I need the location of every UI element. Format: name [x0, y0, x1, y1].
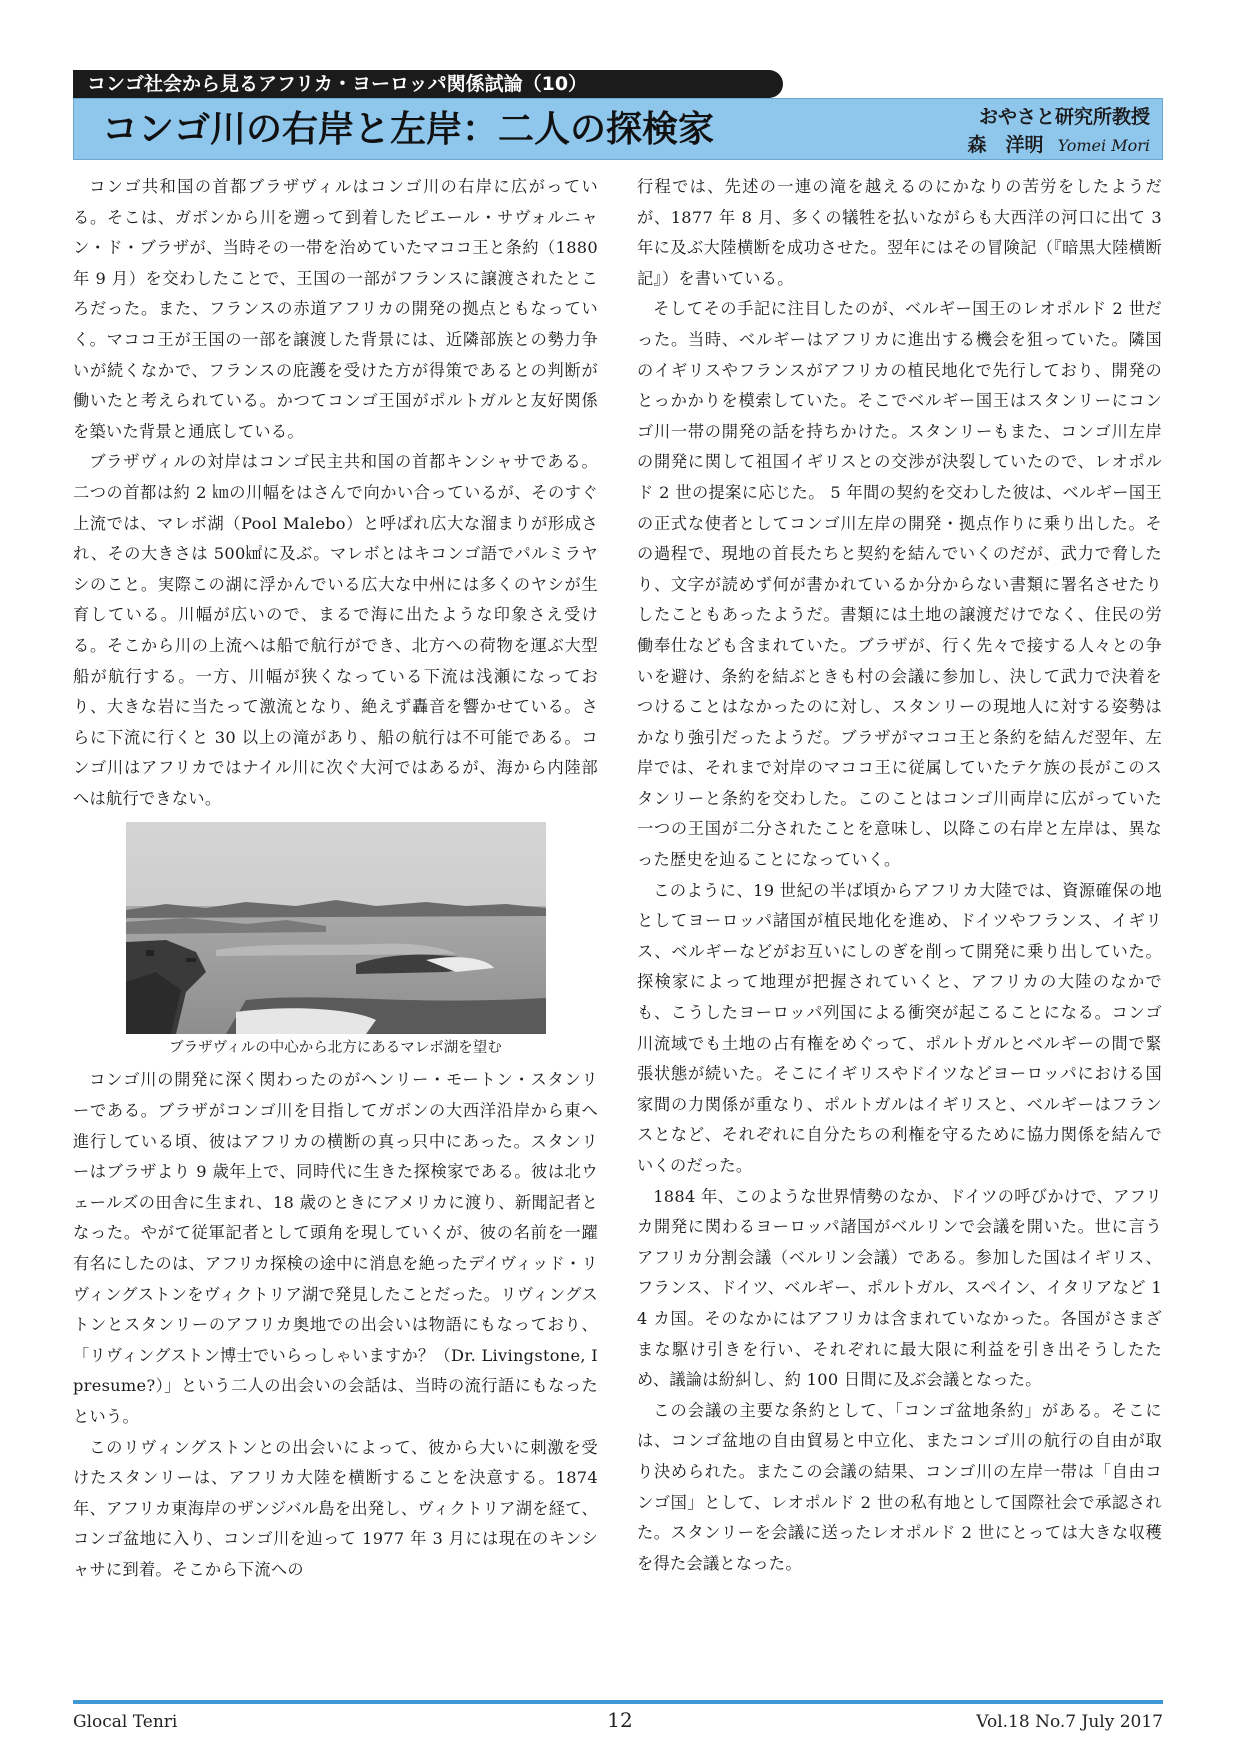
page-number: 12 [607, 1708, 633, 1732]
paragraph-continued: 行程では、先述の一連の滝を越えるのにかなりの苦労をしたようだが、1877 年 8 月、多くの犠牲を払いながらも大西洋の河口に出て 3 年に及ぶ大陸横断を成功させた。翌年にはその冒険記（『暗黒大陸横断記』）を書いている。 [637, 177, 1162, 288]
journal-name: Glocal Tenri [73, 1712, 178, 1732]
photo-figure [73, 822, 598, 1059]
author-byline [968, 130, 1150, 157]
article-title: コンゴ川の右岸と左岸：二人の探検家 [102, 108, 715, 150]
paragraph: このように、19 世紀の半ば頃からアフリカ大陸では、資源確保の地としてヨーロッパ諸国が植民地化を進め、ドイツやフランス、イギリス、ベルギーなどがお互いにしのぎを削って開発に乗り出していた。探検家によって地理が把握されていくと、アフリカの大陸のなかでも、こうしたヨーロッパ列国による衝突が起こることになる。コンゴ川流域でも土地の占有権をめぐって、ポルトガルとベルギーの間で緊張状態が続いた。そこにイギリスやドイツなどヨーロッパにおける国家間の力関係が重なり、ポルトガルはイギリスと、ベルギーはフランスとなど、それぞれに自分たちの利権を守るために協力関係を結んでいくのだった。 [637, 880, 1162, 1175]
series-label: コンゴ社会から見るアフリカ・ヨーロッパ関係試論（10） [73, 70, 783, 98]
author-name: 森 洋明 [967, 134, 1044, 156]
author-name-romaji: Yomei Mori [1057, 136, 1150, 155]
lake-malebo-photo [126, 822, 546, 1034]
left-column [73, 172, 598, 1672]
issue-info: Vol.18 No.7 July 2017 [976, 1712, 1163, 1732]
footer-rule [73, 1700, 1163, 1704]
right-column [637, 172, 1162, 1672]
paragraph: コンゴ川の開発に深く関わったのがヘンリー・モートン・スタンリーである。ブラザがコンゴ川を目指してガボンの大西洋沿岸から東へ進行している頃、彼はアフリカの横断の真っ只中にあった。スタンリーはブラザより 9 歳年上で、同時代に生きた探検家である。彼は北ウェールズの田舎に生まれ、18 歳のときにアメリカに渡り、新聞記者となった。やがて従軍記者として頭角を現していくが、彼の名前を一躍有名にしたのは、アフリカ探検の途中に消息を絶ったデイヴィッド・リヴィングストンをヴィクトリア湖で発見したことだった。リヴィングストンとスタンリーのアフリカ奥地での出会いは物語にもなっており、「リヴィングストン博士でいらっしゃいますか？（Dr. Livingstone, I presume?）」という二人の出会いの会話は、当時の流行語にもなったという。 [73, 1070, 598, 1426]
paragraph: そしてその手記に注目したのが、ベルギー国王のレオポルド 2 世だった。当時、ベルギーはアフリカに進出する機会を狙っていた。隣国のイギリスやフランスがアフリカの植民地化で先行しており、開発のとっかかりを模索していた。そこでベルギー国王はスタンリーにコンゴ川一帯の開発の話を持ちかけた。スタンリーもまた、コンゴ川左岸の開発に関して祖国イギリスとの交渉が決裂していたので、レオポルド 2 世の提案に応じた。 5 年間の契約を交わした彼は、ベルギー国王の正式な使者としてコンゴ川左岸の開発・拠点作りに乗り出した。その過程で、現地の首長たちと契約を結んでいくのだが、武力で脅したり、文字が読めず何が書かれているか分からない書類に署名させたりしたこともあったようだ。書類には土地の譲渡だけでなく、住民の労働奉仕なども含まれていた。ブラザが、行く先々で接する人々との争いを避け、条約を結ぶときも村の会議に参加し、決して武力で決着をつけることはなかったのに対し、スタンリーの現地人に対する姿勢はかなり強引だったようだ。ブラザがマココ王と条約を結んだ翌年、左岸では、それまで対岸のマココ王に従属していたテケ族の長がこのスタンリーと条約を交わした。このことはコンゴ川両岸に広がっていた一つの王国が二分されたことを意味し、以降この右岸と左岸は、異なった歴史を辿ることになっていく。 [637, 299, 1162, 870]
paragraph: ブラザヴィルの対岸はコンゴ民主共和国の首都キンシャサである。二つの首都は約 2 ㎞の川幅をはさんで向かい合っているが、そのすぐ上流では、マレボ湖（Pool Malebo）と呼ばれ広大な溜まりが形成され、その大きさは 500㎢に及ぶ。マレボとはキコンゴ語でパルミラヤシのこと。実際この湖に浮かんでいる広大な中州には多くのヤシが生育している。川幅が広いので、まるで海に出たような印象さえ受ける。そこから川の上流へは船で航行ができ、北方への荷物を運ぶ大型船が航行する。一方、川幅が狭くなっている下流は浅瀬になっており、大きな岩に当たって激流となり、絶えず轟音を響かせている。さらに下流に行くと 30 以上の滝があり、船の航行は不可能である。コンゴ川はアフリカではナイル川に次ぐ大河ではあるが、海から内陸部へは航行できない。 [73, 452, 598, 808]
paragraph: コンゴ共和国の首都ブラザヴィルはコンゴ川の右岸に広がっている。そこは、ガボンから川を遡って到着したピエール・サヴォルニャン・ド・ブラザが、当時その一帯を治めていたマココ王と条約（1880 年 9 月）を交わしたことで、王国の一部がフランスに譲渡されたところだった。また、フランスの赤道アフリカの開発の拠点ともなっていく。マココ王が王国の一部を譲渡した背景には、近隣部族との勢力争いが続くなかで、フランスの庇護を受けた方が得策であるとの判断が働いたと考えられている。かつてコンゴ王国がポルトガルと友好関係を築いた背景と通底している。 [73, 177, 598, 441]
author-affiliation: おやさと研究所教授 [978, 106, 1150, 128]
paragraph: この会議の主要な条約として、「コンゴ盆地条約」がある。そこには、コンゴ盆地の自由貿易と中立化、またコンゴ川の航行の自由が取り決められた。またこの会議の結果、コンゴ川の左岸一帯は「自由コンゴ国」として、レオポルド 2 世の私有地として国際社会で承認された。スタンリーを会議に送ったレオポルド 2 世にとっては大きな収穫を得た会議となった。 [637, 1400, 1162, 1573]
paragraph: このリヴィングストンとの出会いによって、彼から大いに刺激を受けたスタンリーは、アフリカ大陸を横断することを決意する。1874 年、アフリカ東海岸のザンジバル島を出発し、ヴィクトリア湖を経て、コンゴ盆地に入り、コンゴ川を辿って 1977 年 3 月には現在のキンシャサに到着。そこから下流への [73, 1437, 598, 1579]
paragraph: 1884 年、このような世界情勢のなか、ドイツの呼びかけで、アフリカ開発に関わるヨーロッパ諸国がベルリンで会議を開いた。世に言うアフリカ分割会議（ベルリン会議）である。参加した国はイギリス、フランス、ドイツ、ベルギー、ポルトガル、スペイン、イタリアなど 14 カ国。そのなかにはアフリカは含まれていなかった。各国がさまざまな駆け引きを行い、それぞれに最大限に利益を引き出そうしたため、議論は紛糾し、約 100 日間に及ぶ会議となった。 [637, 1186, 1162, 1390]
photo-caption: ブラザヴィルの中心から北方にあるマレボ湖を望む [169, 1040, 502, 1057]
